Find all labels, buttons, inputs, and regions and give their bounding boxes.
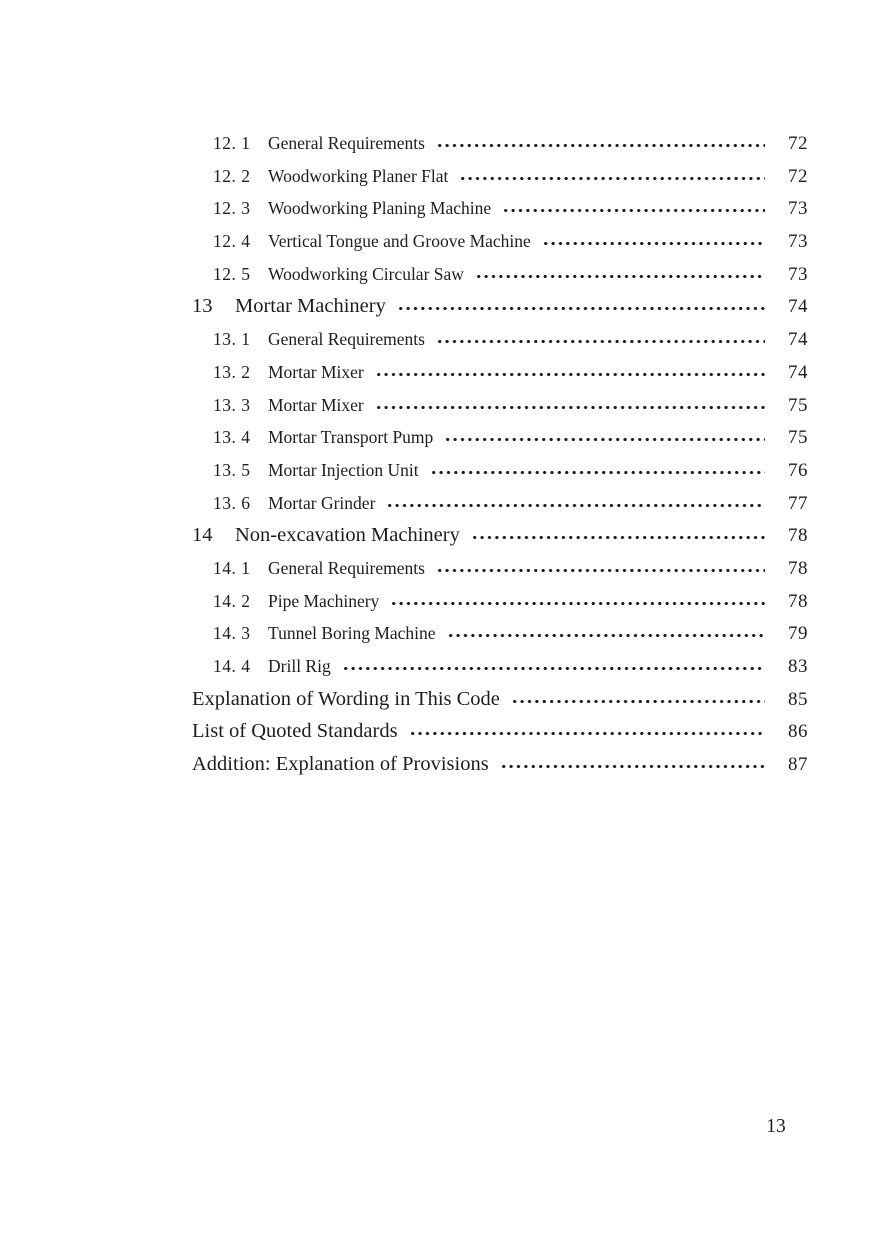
toc-entry (192, 258, 808, 291)
toc-entry-number: 14 (192, 524, 213, 547)
toc-entry-title: Tunnel Boring Machine (268, 623, 436, 644)
toc-entry-number: 12. 4 (213, 231, 251, 252)
toc-entry (192, 487, 808, 520)
toc-entry (192, 519, 808, 552)
toc-entry-title: Pipe Machinery (268, 590, 380, 611)
toc-entry (192, 192, 808, 225)
toc-entry-title: Woodworking Circular Saw (268, 263, 464, 284)
dot-leader (375, 404, 765, 411)
table-of-contents (192, 127, 808, 781)
toc-entry-page: 78 (788, 557, 808, 579)
toc-entry-title: Mortar Mixer (268, 394, 364, 415)
toc-entry-page: 75 (788, 427, 808, 449)
toc-entry-page: 75 (788, 394, 808, 416)
toc-entry-page: 72 (788, 165, 808, 187)
toc-entry-page: 73 (788, 231, 808, 253)
toc-entry (192, 356, 808, 389)
dot-leader (390, 600, 765, 607)
toc-entry (192, 127, 808, 160)
toc-entry-page: 76 (788, 459, 808, 481)
toc-entry-title: Mortar Transport Pump (268, 427, 434, 448)
toc-entry (192, 617, 808, 650)
toc-entry-title: Mortar Grinder (268, 492, 376, 513)
dot-leader (436, 142, 765, 149)
dot-leader (430, 469, 765, 476)
toc-entry-page: 85 (788, 688, 808, 710)
toc-entry-page: 87 (788, 754, 808, 776)
toc-entry-number: 12. 2 (213, 165, 251, 186)
toc-entry-title: General Requirements (268, 329, 425, 350)
dot-leader (471, 534, 765, 541)
toc-entry (192, 160, 808, 193)
toc-entry-title: Vertical Tongue and Groove Machine (268, 231, 531, 252)
toc-entry-number: 12. 3 (213, 198, 251, 219)
dot-leader (397, 305, 765, 312)
toc-entry-number: 12. 1 (213, 133, 251, 153)
toc-entry-number: 13. 1 (213, 329, 251, 350)
toc-entry (192, 290, 808, 323)
toc-entry-number: 13. 4 (213, 427, 251, 448)
toc-entry-number: 12. 5 (213, 263, 251, 284)
dot-leader (542, 240, 765, 247)
toc-entry-page: 74 (788, 296, 808, 318)
toc-entry (192, 552, 808, 585)
toc-entry (192, 323, 808, 356)
toc-entry (192, 389, 808, 422)
toc-entry-page: 74 (788, 361, 808, 383)
toc-entry-number: 13. 3 (213, 394, 251, 415)
dot-leader (436, 567, 765, 574)
toc-entry (192, 748, 808, 781)
toc-entry-page: 78 (788, 525, 808, 547)
dot-leader (436, 338, 765, 345)
toc-entry-title: General Requirements (268, 557, 425, 578)
toc-entry (192, 650, 808, 683)
toc-entry (192, 225, 808, 258)
toc-entry (192, 585, 808, 618)
toc-entry-number: 13. 2 (213, 361, 251, 382)
dot-leader (475, 273, 765, 280)
toc-entry-page: 77 (788, 492, 808, 514)
toc-entry-title: List of Quoted Standards (192, 720, 398, 743)
toc-entry-title: Mortar Mixer (268, 361, 364, 382)
toc-entry (192, 421, 808, 454)
dot-leader (409, 730, 765, 737)
toc-entry-number: 14. 1 (213, 557, 251, 578)
toc-entry (192, 715, 808, 748)
dot-leader (342, 665, 765, 672)
toc-entry-number: 13. 5 (213, 459, 251, 480)
toc-entry-title: Explanation of Wording in This Code (192, 687, 500, 710)
toc-entry-number: 14. 2 (213, 590, 251, 611)
toc-entry-number: 14. 3 (213, 623, 251, 644)
toc-entry-page: 78 (788, 590, 808, 612)
toc-entry-page: 79 (788, 623, 808, 645)
dot-leader (447, 632, 765, 639)
dot-leader (444, 436, 765, 443)
toc-entry-number: 14. 4 (213, 656, 251, 676)
toc-entry-title: Non-excavation Machinery (235, 524, 460, 547)
toc-entry-number: 13 (192, 295, 213, 318)
toc-entry-page: 73 (788, 263, 808, 285)
toc-entry-title: Drill Rig (268, 656, 331, 676)
toc-entry-title: Mortar Injection Unit (268, 459, 419, 480)
toc-entry-title: General Requirements (268, 133, 425, 153)
toc-entry-title: Addition: Explanation of Provisions (192, 753, 489, 776)
toc-entry-page: 86 (788, 721, 808, 743)
toc-entry-page: 72 (788, 133, 808, 154)
toc-entry (192, 454, 808, 487)
dot-leader (500, 763, 765, 770)
toc-entry-page: 83 (788, 656, 808, 677)
dot-leader (375, 371, 765, 378)
dot-leader (502, 207, 765, 214)
toc-entry-page: 74 (788, 329, 808, 351)
toc-entry-number: 13. 6 (213, 492, 251, 513)
dot-leader (386, 502, 765, 509)
toc-entry-title: Woodworking Planer Flat (268, 165, 449, 186)
page-number: 13 (766, 1116, 786, 1137)
toc-entry-title: Woodworking Planing Machine (268, 198, 492, 219)
toc-entry-page: 73 (788, 198, 808, 220)
dot-leader (459, 175, 765, 182)
toc-entry-title: Mortar Machinery (235, 295, 386, 318)
dot-leader (511, 698, 765, 705)
toc-entry (192, 683, 808, 716)
